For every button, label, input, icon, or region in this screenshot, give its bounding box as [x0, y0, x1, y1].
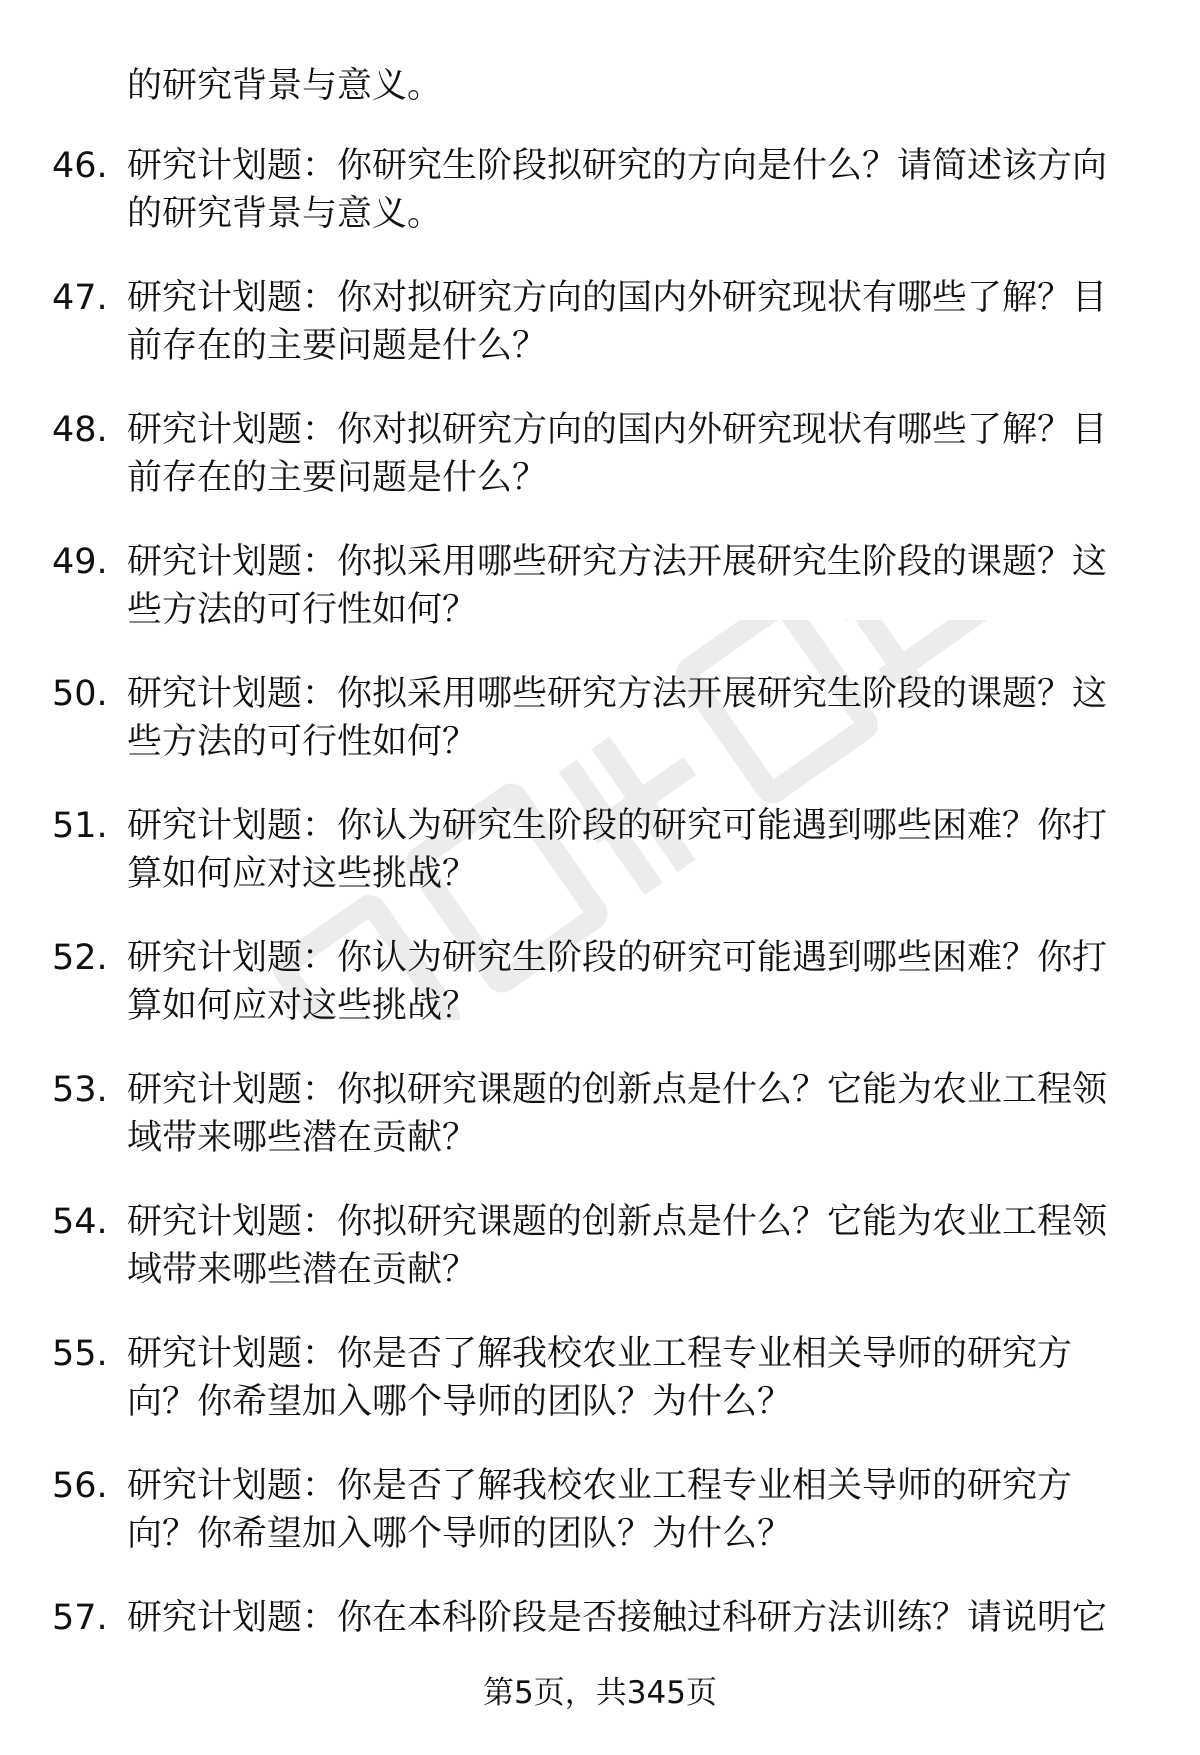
question-number: 57. [52, 1598, 108, 1638]
question-line: 研究计划题：你是否了解我校农业工程专业相关导师的研究方 [127, 1466, 1073, 1506]
question-line: 算如何应对这些挑战？ [127, 854, 478, 894]
question-line: 研究计划题：你拟采用哪些研究方法开展研究生阶段的课题？这 [127, 674, 1108, 714]
question-line: 的研究背景与意义。 [127, 194, 443, 234]
list-item [0, 1198, 1200, 1330]
question-number: 49. [52, 542, 108, 582]
question-line: 域带来哪些潜在贡献？ [127, 1118, 478, 1158]
question-line: 研究计划题：你拟研究课题的创新点是什么？它能为农业工程领 [127, 1202, 1108, 1242]
question-line: 研究计划题：你对拟研究方向的国内外研究现状有哪些了解？目 [127, 410, 1108, 450]
question-text [127, 1198, 1147, 1294]
question-text [127, 538, 1147, 634]
question-line: 研究计划题：你研究生阶段拟研究的方向是什么？请简述该方向 [127, 146, 1108, 186]
question-line: 研究计划题：你拟研究课题的创新点是什么？它能为农业工程领 [127, 1070, 1108, 1110]
question-number: 52. [52, 938, 108, 978]
question-text [127, 142, 1147, 238]
list-item [0, 802, 1200, 934]
question-text [127, 274, 1147, 370]
question-line: 些方法的可行性如何？ [127, 722, 478, 762]
question-line: 域带来哪些潜在贡献？ [127, 1250, 478, 1290]
question-line: 向？你希望加入哪个导师的团队？为什么？ [127, 1514, 793, 1554]
question-line: 研究计划题：你认为研究生阶段的研究可能遇到哪些困难？你打 [127, 938, 1108, 978]
question-number: 54. [52, 1202, 108, 1242]
list-item [0, 538, 1200, 670]
question-line: 算如何应对这些挑战？ [127, 986, 478, 1026]
page-footer: 第5页，共345页 [483, 1675, 717, 1711]
list-item [0, 1330, 1200, 1462]
question-line: 研究计划题：你在本科阶段是否接触过科研方法训练？请说明它 [127, 1598, 1108, 1638]
continuation-text: 的研究背景与意义。 [127, 66, 443, 106]
list-item [0, 934, 1200, 1066]
question-text [127, 1462, 1147, 1558]
question-text [127, 934, 1147, 1030]
question-number: 55. [52, 1334, 108, 1374]
list-item [0, 1066, 1200, 1198]
question-number: 46. [52, 146, 108, 186]
question-line: 前存在的主要问题是什么？ [127, 458, 548, 498]
question-number: 48. [52, 410, 108, 450]
list-item [0, 274, 1200, 406]
list-item [0, 406, 1200, 538]
question-line: 研究计划题：你拟采用哪些研究方法开展研究生阶段的课题？这 [127, 542, 1108, 582]
question-number: 53. [52, 1070, 108, 1110]
question-text [127, 802, 1147, 898]
question-text [127, 1594, 1147, 1642]
question-line: 研究计划题：你对拟研究方向的国内外研究现状有哪些了解？目 [127, 278, 1108, 318]
question-text [127, 406, 1147, 502]
question-line: 些方法的可行性如何？ [127, 590, 478, 630]
question-line: 研究计划题：你是否了解我校农业工程专业相关导师的研究方 [127, 1334, 1073, 1374]
question-number: 47. [52, 278, 108, 318]
list-item [0, 670, 1200, 802]
question-number: 50. [52, 674, 108, 714]
question-line: 向？你希望加入哪个导师的团队？为什么？ [127, 1382, 793, 1422]
question-text [127, 1066, 1147, 1162]
question-text [127, 1330, 1147, 1426]
question-list [0, 142, 1200, 1726]
list-item [0, 1462, 1200, 1594]
question-number: 56. [52, 1466, 108, 1506]
question-line: 前存在的主要问题是什么？ [127, 326, 548, 366]
question-line: 研究计划题：你认为研究生阶段的研究可能遇到哪些困难？你打 [127, 806, 1108, 846]
list-item [0, 142, 1200, 274]
question-text [127, 670, 1147, 766]
question-number: 51. [52, 806, 108, 846]
